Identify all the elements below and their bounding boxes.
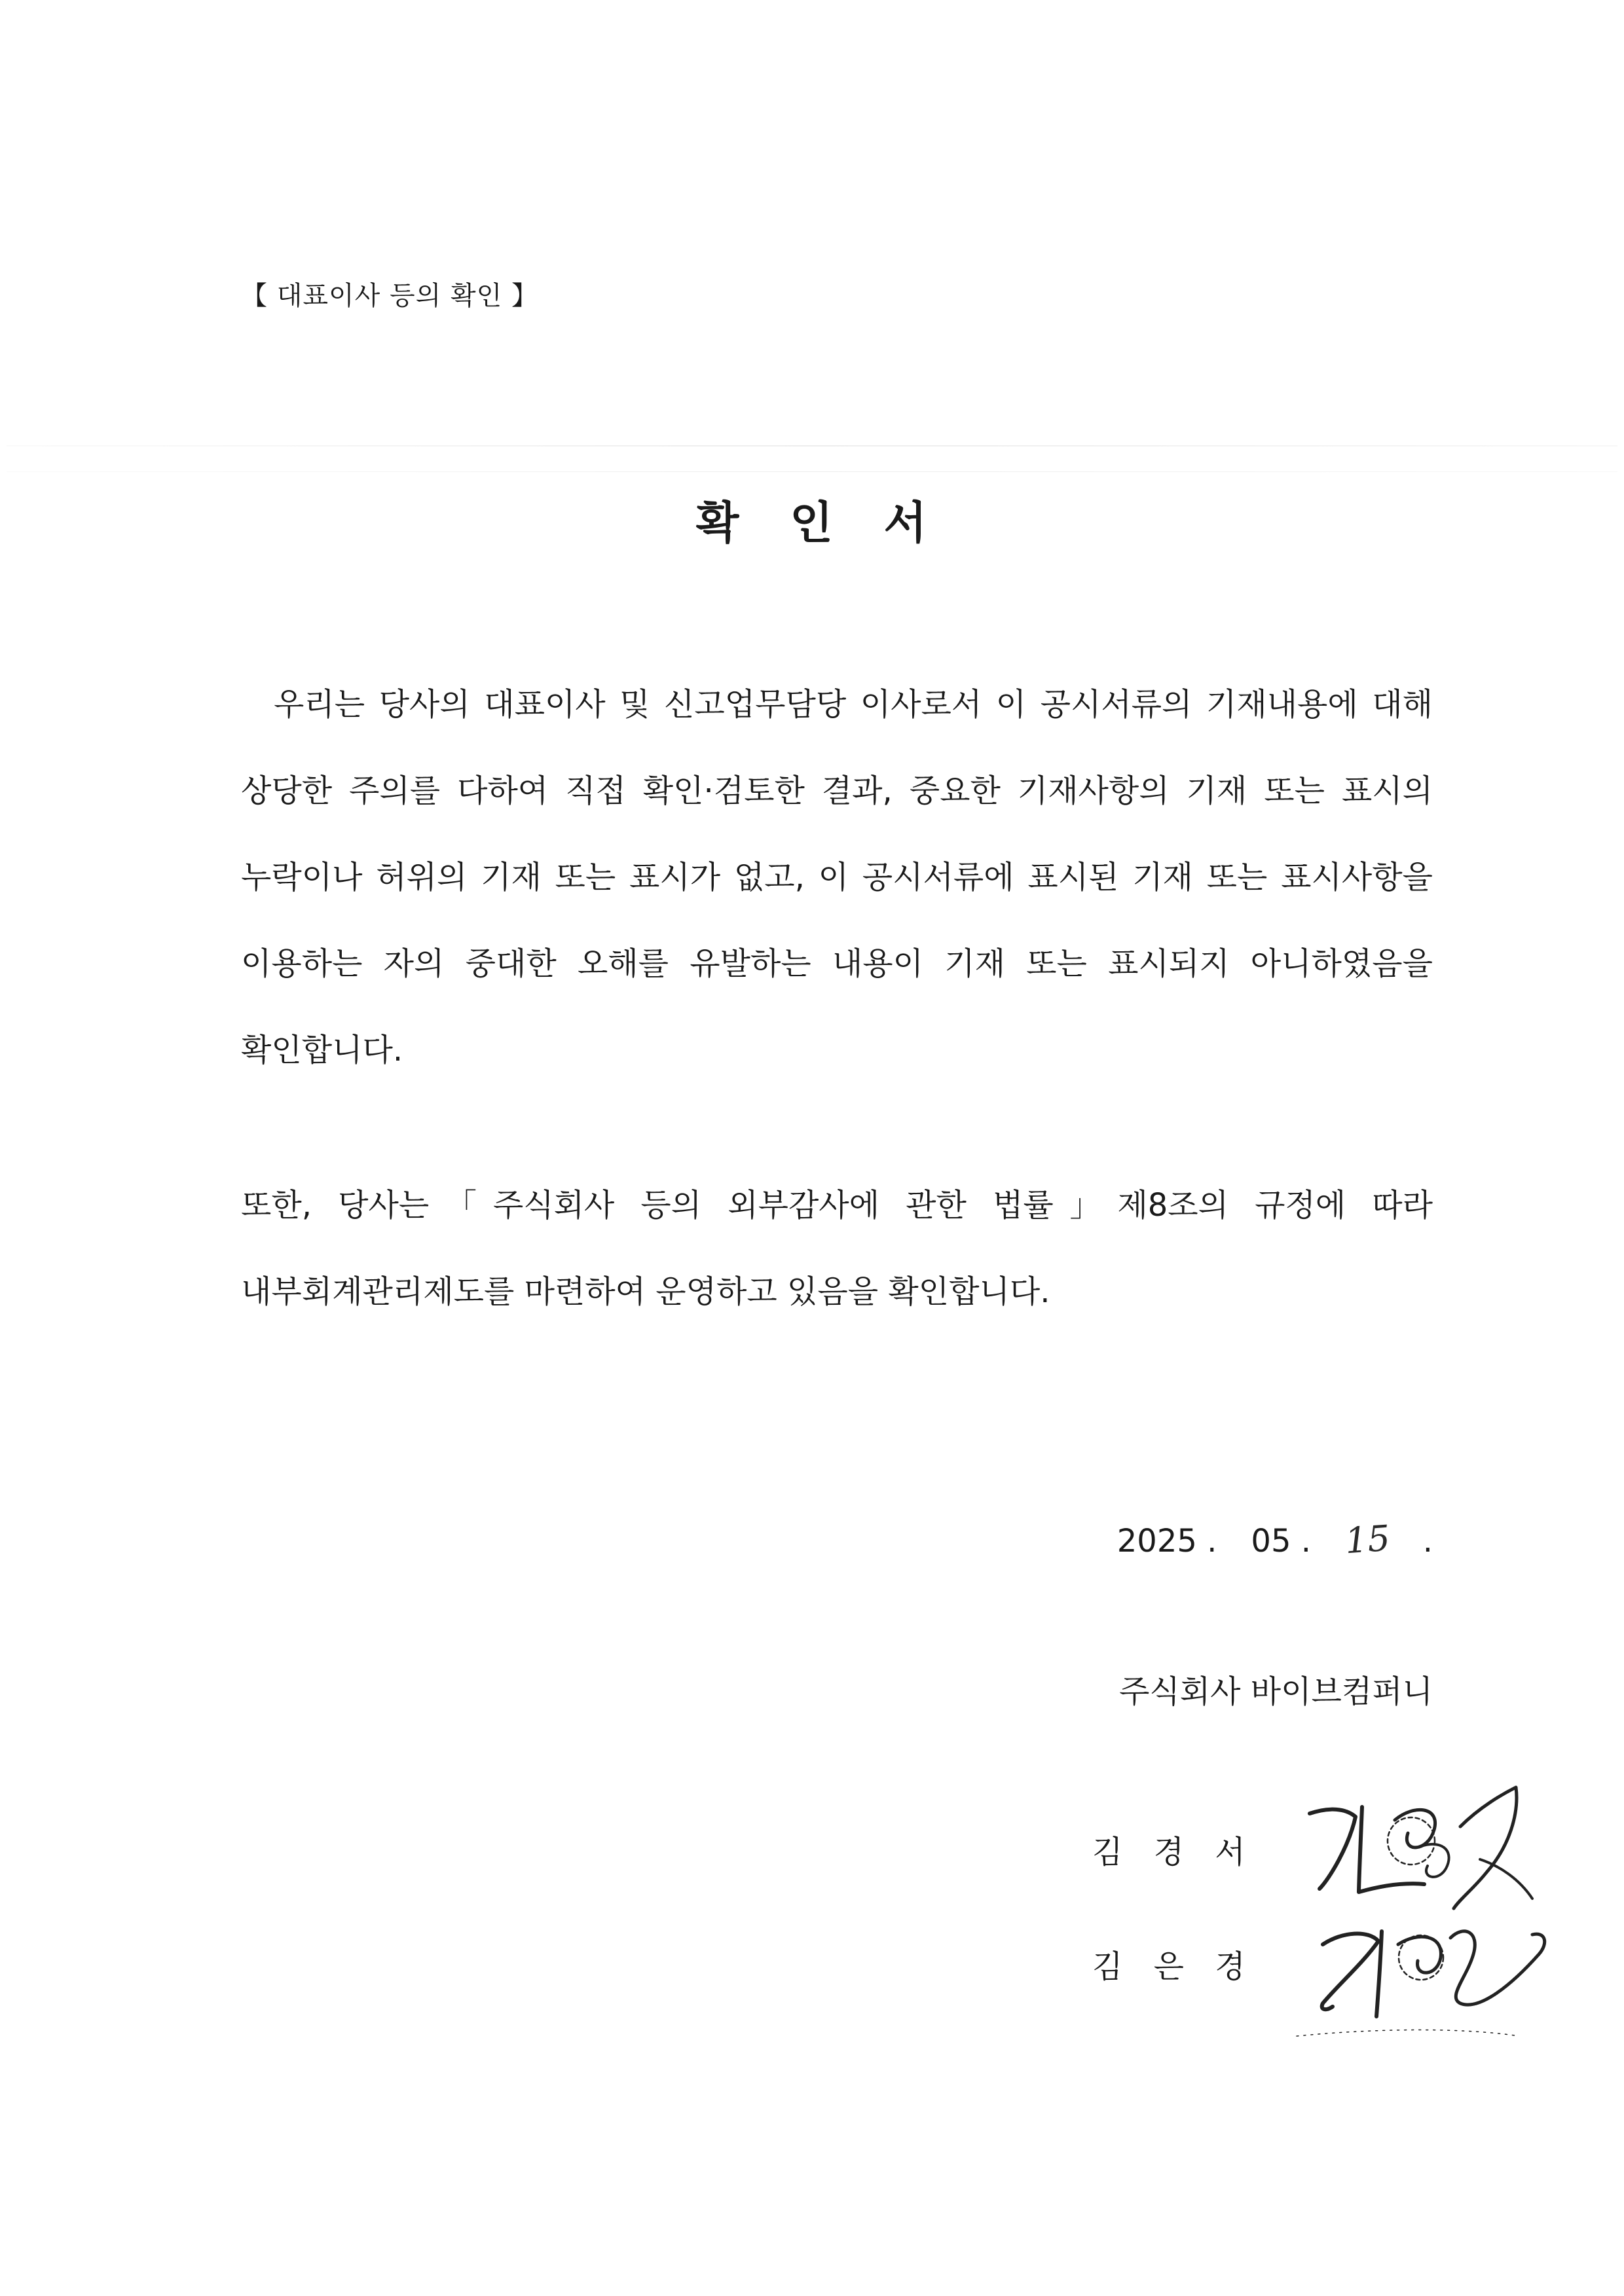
date-month: 05 . xyxy=(1251,1523,1312,1559)
date-end-mark: . xyxy=(1422,1523,1433,1559)
company-name: 주식회사 바이브컴퍼니 xyxy=(1119,1673,1433,1710)
handwritten-signature-icon xyxy=(1283,1768,1572,2069)
scan-artifact-line xyxy=(7,471,1617,472)
confirmation-paragraph-1: 우리는 당사의 대표이사 및 신고업무담당 이사로서 이 공시서류의 기재내용에 대해 상당한 주의를 다하여 직접 확인·검토한 결과, 중요한 기재사항의 기재 또는 표시의 누락이나 허위의 기재 또는 표시가 없고, 이 공시서류에 표시된 기재 또는 표시사항을 이용하는 자의 중대한 오해를 유발하는 내용이 기재 또는 표시되지 아니하였음을 확인합니다. xyxy=(241,686,1433,1068)
date-day-handwritten: 15 xyxy=(1343,1517,1392,1562)
signatory-name: 김 은 경 xyxy=(1092,1948,1247,1985)
section-header: 【 대표이사 등의 확인 】 xyxy=(241,281,538,311)
document-title: 확 인 서 xyxy=(695,498,929,549)
signatory-name: 김 경 서 xyxy=(1092,1834,1247,1870)
scan-artifact-line xyxy=(7,445,1617,446)
document-date xyxy=(1117,1519,1433,1560)
date-year: 2025 . xyxy=(1116,1523,1217,1559)
confirmation-paragraph-2: 또한, 당사는「주식회사 등의 외부감사에 관한 법률」제8조의 규정에 따라 내부회계관리제도를 마련하여 운영하고 있음을 확인합니다. xyxy=(241,1187,1433,1310)
